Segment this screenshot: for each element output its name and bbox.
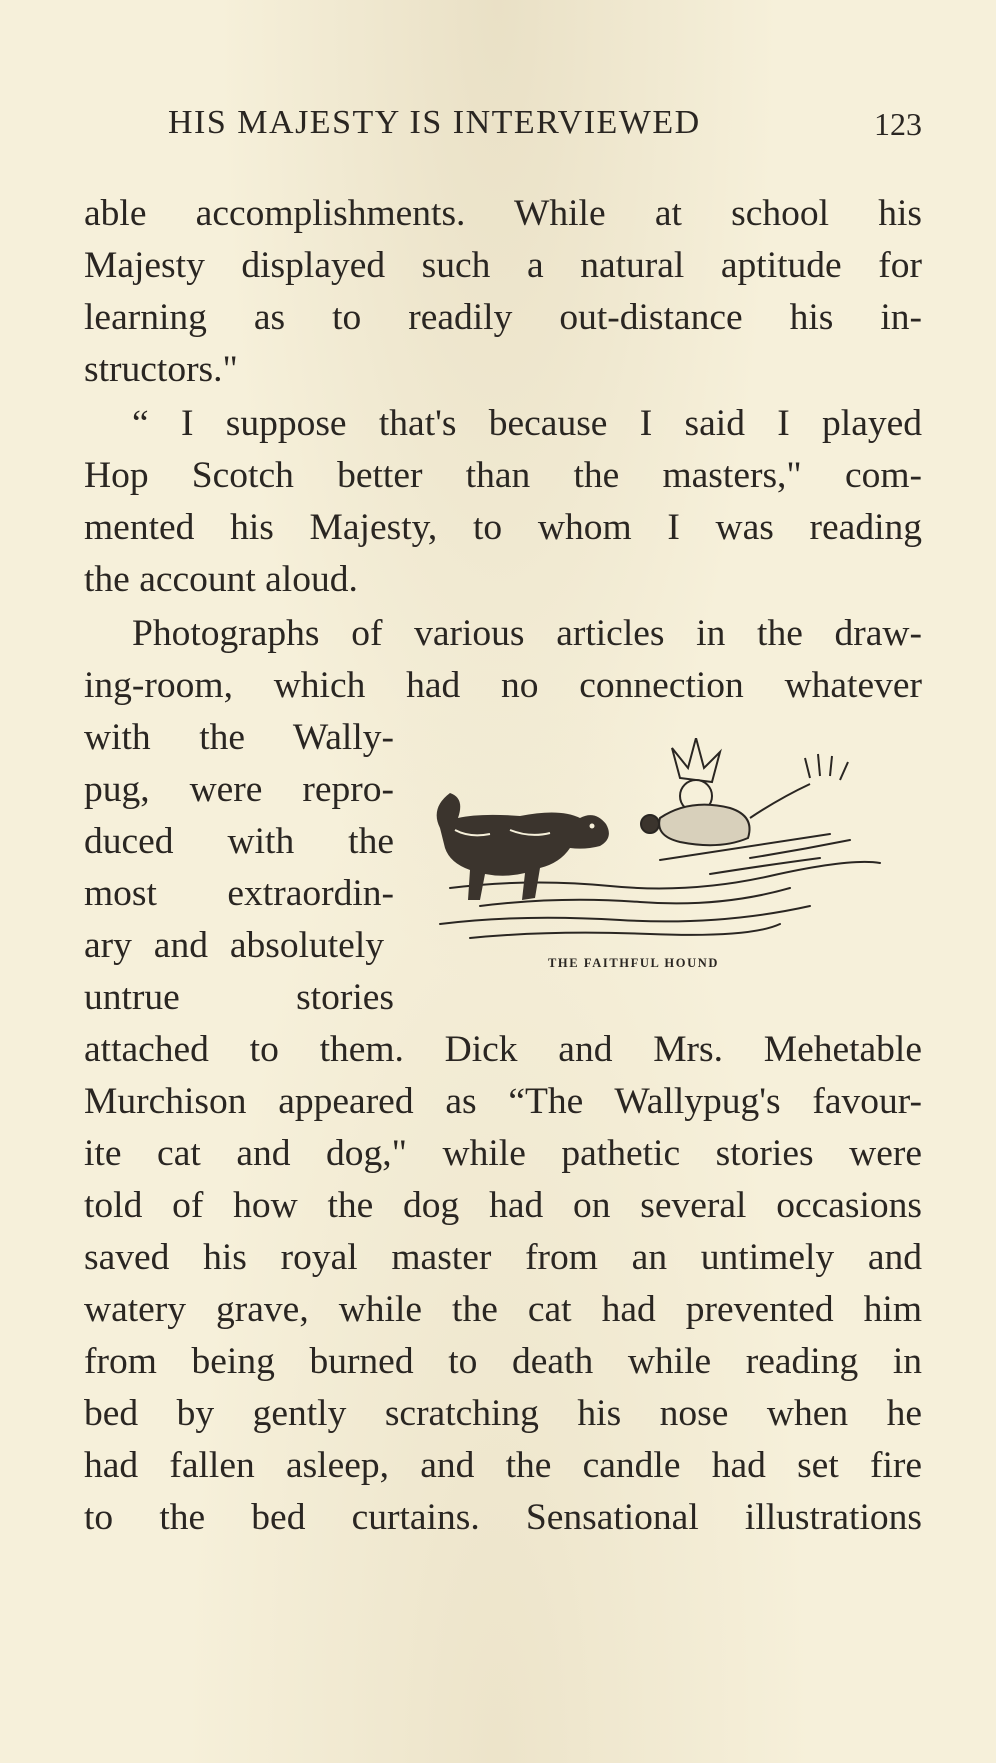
text-line: ary and absolutely: [84, 925, 384, 966]
chapter-title: HIS MAJESTY IS INTERVIEWED: [168, 104, 701, 141]
text-line: most extraordin-: [84, 873, 394, 914]
text-line: with the Wally-: [84, 717, 394, 758]
dog-rescue-illustration: [410, 738, 922, 953]
text-line: “ I suppose that's because I said I played: [132, 403, 922, 444]
text-line: duced with the: [84, 821, 394, 862]
text-line: Murchison appeared as “The Wallypug's favour-: [84, 1081, 922, 1122]
text-line: saved his royal master from an untimely and: [84, 1237, 922, 1278]
running-head: [168, 104, 922, 142]
text-line: watery grave, while the cat had prevented him: [84, 1289, 922, 1330]
text-line: ing-room, which had no connection whatever: [84, 665, 922, 706]
text-line: the account aloud.: [84, 559, 358, 600]
page-number: 123: [874, 106, 922, 142]
text-line: from being burned to death while reading in: [84, 1341, 922, 1382]
text-line: Hop Scotch better than the masters," com-: [84, 455, 922, 496]
text-line: Majesty displayed such a natural aptitude for: [84, 245, 922, 286]
text-line: to the bed curtains. Sensational illustrations: [84, 1497, 922, 1538]
text-line: pug, were repro-: [84, 769, 394, 810]
text-line: learning as to readily out-distance his in-: [84, 297, 922, 338]
text-line: had fallen asleep, and the candle had set fire: [84, 1445, 922, 1486]
text-line: told of how the dog had on several occasions: [84, 1185, 922, 1226]
text-line: mented his Majesty, to whom I was reading: [84, 507, 922, 548]
illustration-faithful-hound: [410, 738, 922, 978]
text-line: ite cat and dog," while pathetic stories were: [84, 1133, 922, 1174]
text-line: untrue stories: [84, 977, 394, 1018]
text-line: attached to them. Dick and Mrs. Mehetable: [84, 1029, 922, 1070]
figure-caption: THE FAITHFUL HOUND: [548, 956, 719, 970]
text-line: Photographs of various articles in the draw-: [132, 613, 922, 654]
text-line: able accomplishments. While at school his: [84, 193, 922, 234]
text-line: structors.": [84, 349, 238, 390]
text-line: bed by gently scratching his nose when he: [84, 1393, 922, 1434]
wallypug-in-water: [641, 738, 848, 845]
